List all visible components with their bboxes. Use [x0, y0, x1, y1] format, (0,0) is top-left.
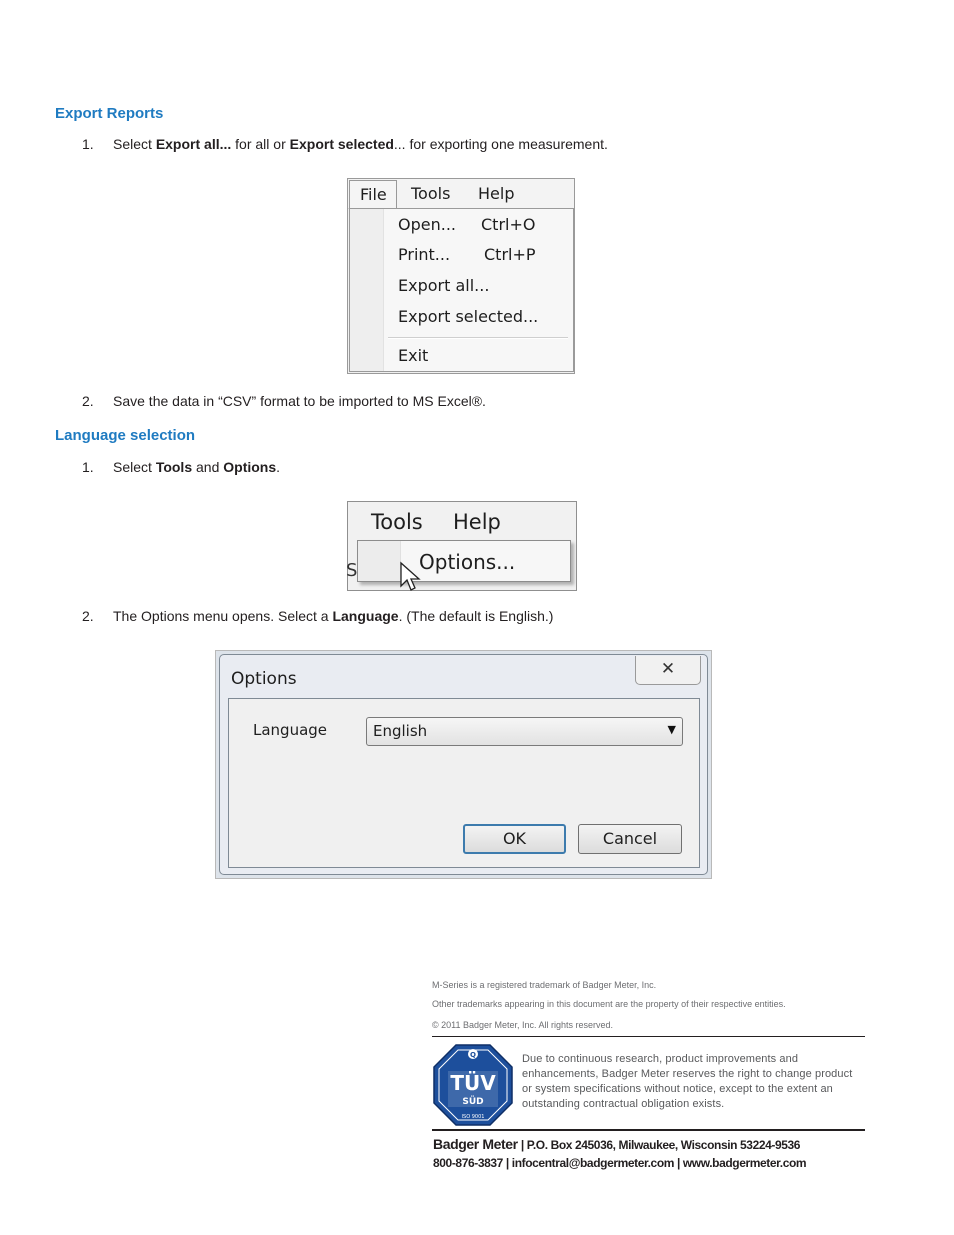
options-dialog-screenshot [215, 650, 712, 879]
chevron-down-icon: ▼ [667, 723, 676, 736]
shortcut-print: Ctrl+P [484, 245, 536, 264]
copyright: © 2011 Badger Meter, Inc. All rights reserved. [432, 1020, 614, 1030]
cursor-icon [400, 562, 422, 592]
export-step-2: 2. Save the data in “CSV” format to be imported to MS Excel®. [82, 393, 486, 409]
language-label: Language [253, 721, 328, 739]
menu-tools[interactable]: Tools [411, 184, 451, 203]
postal-address: | P.O. Box 245036, Milwaukee, Wisconsin 53224-9536 [520, 1138, 801, 1152]
svg-text:ISO 9001: ISO 9001 [461, 1114, 485, 1120]
cancel-button[interactable]: Cancel [578, 824, 682, 854]
shortcut-open: Ctrl+O [481, 215, 536, 234]
close-button[interactable] [635, 656, 701, 685]
menu-item-print[interactable]: Print... [398, 245, 451, 264]
menu-item-export-all[interactable]: Export all... [398, 276, 490, 295]
disclaimer: Due to continuous research, product improvements and enhancements, Badger Meter reserves the right to change product or system specifications without notice, except to the extent an outstanding contractual obligation exists. [522, 1053, 853, 1110]
language-step-1: 1. Select Tools and Options. [82, 459, 281, 475]
menu-item-open[interactable]: Open... [398, 215, 456, 234]
language-value: English [373, 722, 428, 740]
file-menu-screenshot [347, 178, 575, 374]
export-step-1 [82, 136, 682, 154]
menu-item-export-selected[interactable]: Export selected... [398, 307, 539, 326]
menu-separator [388, 337, 568, 339]
language-selection-heading: Language selection [55, 427, 196, 444]
file-dropdown [349, 208, 574, 372]
menu-file[interactable]: File [349, 180, 397, 210]
company-name: Badger Meter [433, 1136, 518, 1152]
options-dialog [219, 654, 708, 875]
language-select[interactable] [366, 717, 683, 746]
svg-text:TÜV: TÜV [450, 1071, 496, 1095]
svg-text:Q: Q [470, 1051, 476, 1059]
dialog-title: Options [231, 669, 297, 689]
trademark-note-2: Other trademarks appearing in this document are the property of their respective entities. [432, 999, 786, 1009]
dialog-body [228, 698, 700, 868]
close-icon: ✕ [660, 659, 676, 679]
tuv-sud-badge [432, 1043, 514, 1127]
footer-rule [432, 1129, 865, 1131]
ok-button[interactable]: OK [463, 824, 566, 854]
menu-help[interactable]: Help [478, 184, 515, 203]
step-number: 1. [82, 136, 94, 152]
company-address [433, 1136, 800, 1152]
trademark-note-1: M-Series is a registered trademark of Badger Meter, Inc. [432, 980, 657, 990]
tools-dropdown [357, 540, 571, 582]
divider [432, 1036, 865, 1037]
svg-text:SÜD: SÜD [462, 1097, 484, 1107]
menu-tools[interactable]: Tools [371, 510, 423, 534]
menu-item-exit[interactable]: Exit [398, 346, 429, 365]
export-reports-heading: Export Reports [55, 105, 164, 122]
contact-line: 800-876-3837 | infocentral@badgermeter.com | www.badgermeter.com [433, 1156, 807, 1170]
menu-item-options[interactable]: Options... [419, 550, 516, 574]
language-step-2: 2. The Options menu opens. Select a Language. (The default is English.) [82, 608, 554, 624]
step-text: Select Export all... for all or Export selected... for exporting one measurement. [113, 136, 608, 152]
tools-menu-screenshot: Tools Help S Options... [347, 501, 577, 591]
menu-help[interactable]: Help [453, 510, 501, 534]
